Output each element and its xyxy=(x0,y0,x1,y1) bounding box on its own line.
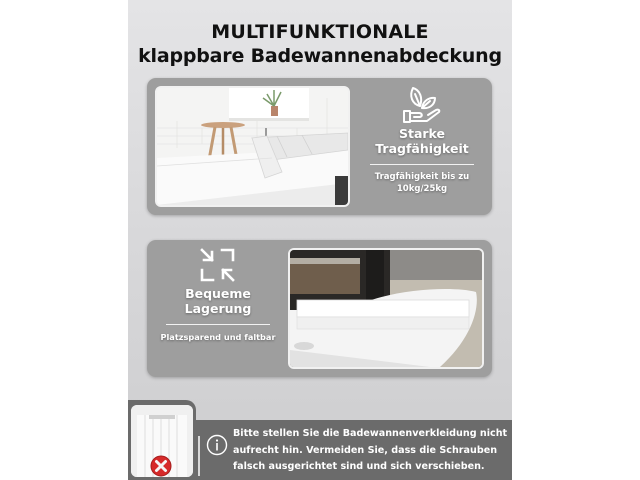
feature-subtext: Platzsparend und faltbar xyxy=(160,332,276,342)
bathroom-scene-illustration xyxy=(157,88,348,205)
feature-panel-load-capacity xyxy=(147,78,492,215)
feature-load-capacity xyxy=(357,82,487,195)
feature-heading-line-1: Starke xyxy=(398,126,446,141)
feature-subtext-line-1: Tragfähigkeit bis zu xyxy=(374,172,470,182)
title-line-1: MULTIFUNKTIONALE xyxy=(211,21,429,43)
title-line-2: klappbare Badewannenabdeckung xyxy=(138,45,502,67)
feature-heading-line-1: Bequeme xyxy=(185,286,251,301)
red-x-icon xyxy=(151,456,171,476)
upright-cover-with-red-x-photo xyxy=(131,405,193,477)
feature-heading-line-2: Lagerung xyxy=(184,301,252,316)
freestanding-tub-illustration xyxy=(290,250,482,367)
hand-with-leaves-icon xyxy=(401,84,443,124)
page-title xyxy=(128,20,512,68)
warning-divider xyxy=(198,436,200,476)
warning-line-1: Bitte stellen Sie die Badewannenverkleidung nicht xyxy=(233,428,508,439)
feature-subtext-line-2: 10kg/25kg xyxy=(396,184,448,194)
product-infographic xyxy=(128,0,512,480)
feature-storage xyxy=(149,244,287,343)
warning-line-2: aufrecht hin. Vermeiden Sie, dass die Schrauben xyxy=(233,444,498,456)
feature-heading-line-2: Tragfähigkeit xyxy=(375,141,469,156)
bathtub-with-folding-cover-and-stool-photo xyxy=(155,86,350,207)
warning-text xyxy=(233,426,508,476)
feature-panel-storage xyxy=(147,240,492,377)
feature-divider xyxy=(166,324,270,325)
bathtub-with-folded-cover-photo xyxy=(288,248,484,369)
compress-arrows-icon xyxy=(198,246,238,284)
feature-divider xyxy=(370,164,474,165)
warning-line-3: falsch ausgerichtet sind und sich verschieben. xyxy=(233,461,485,472)
info-icon xyxy=(206,434,228,456)
